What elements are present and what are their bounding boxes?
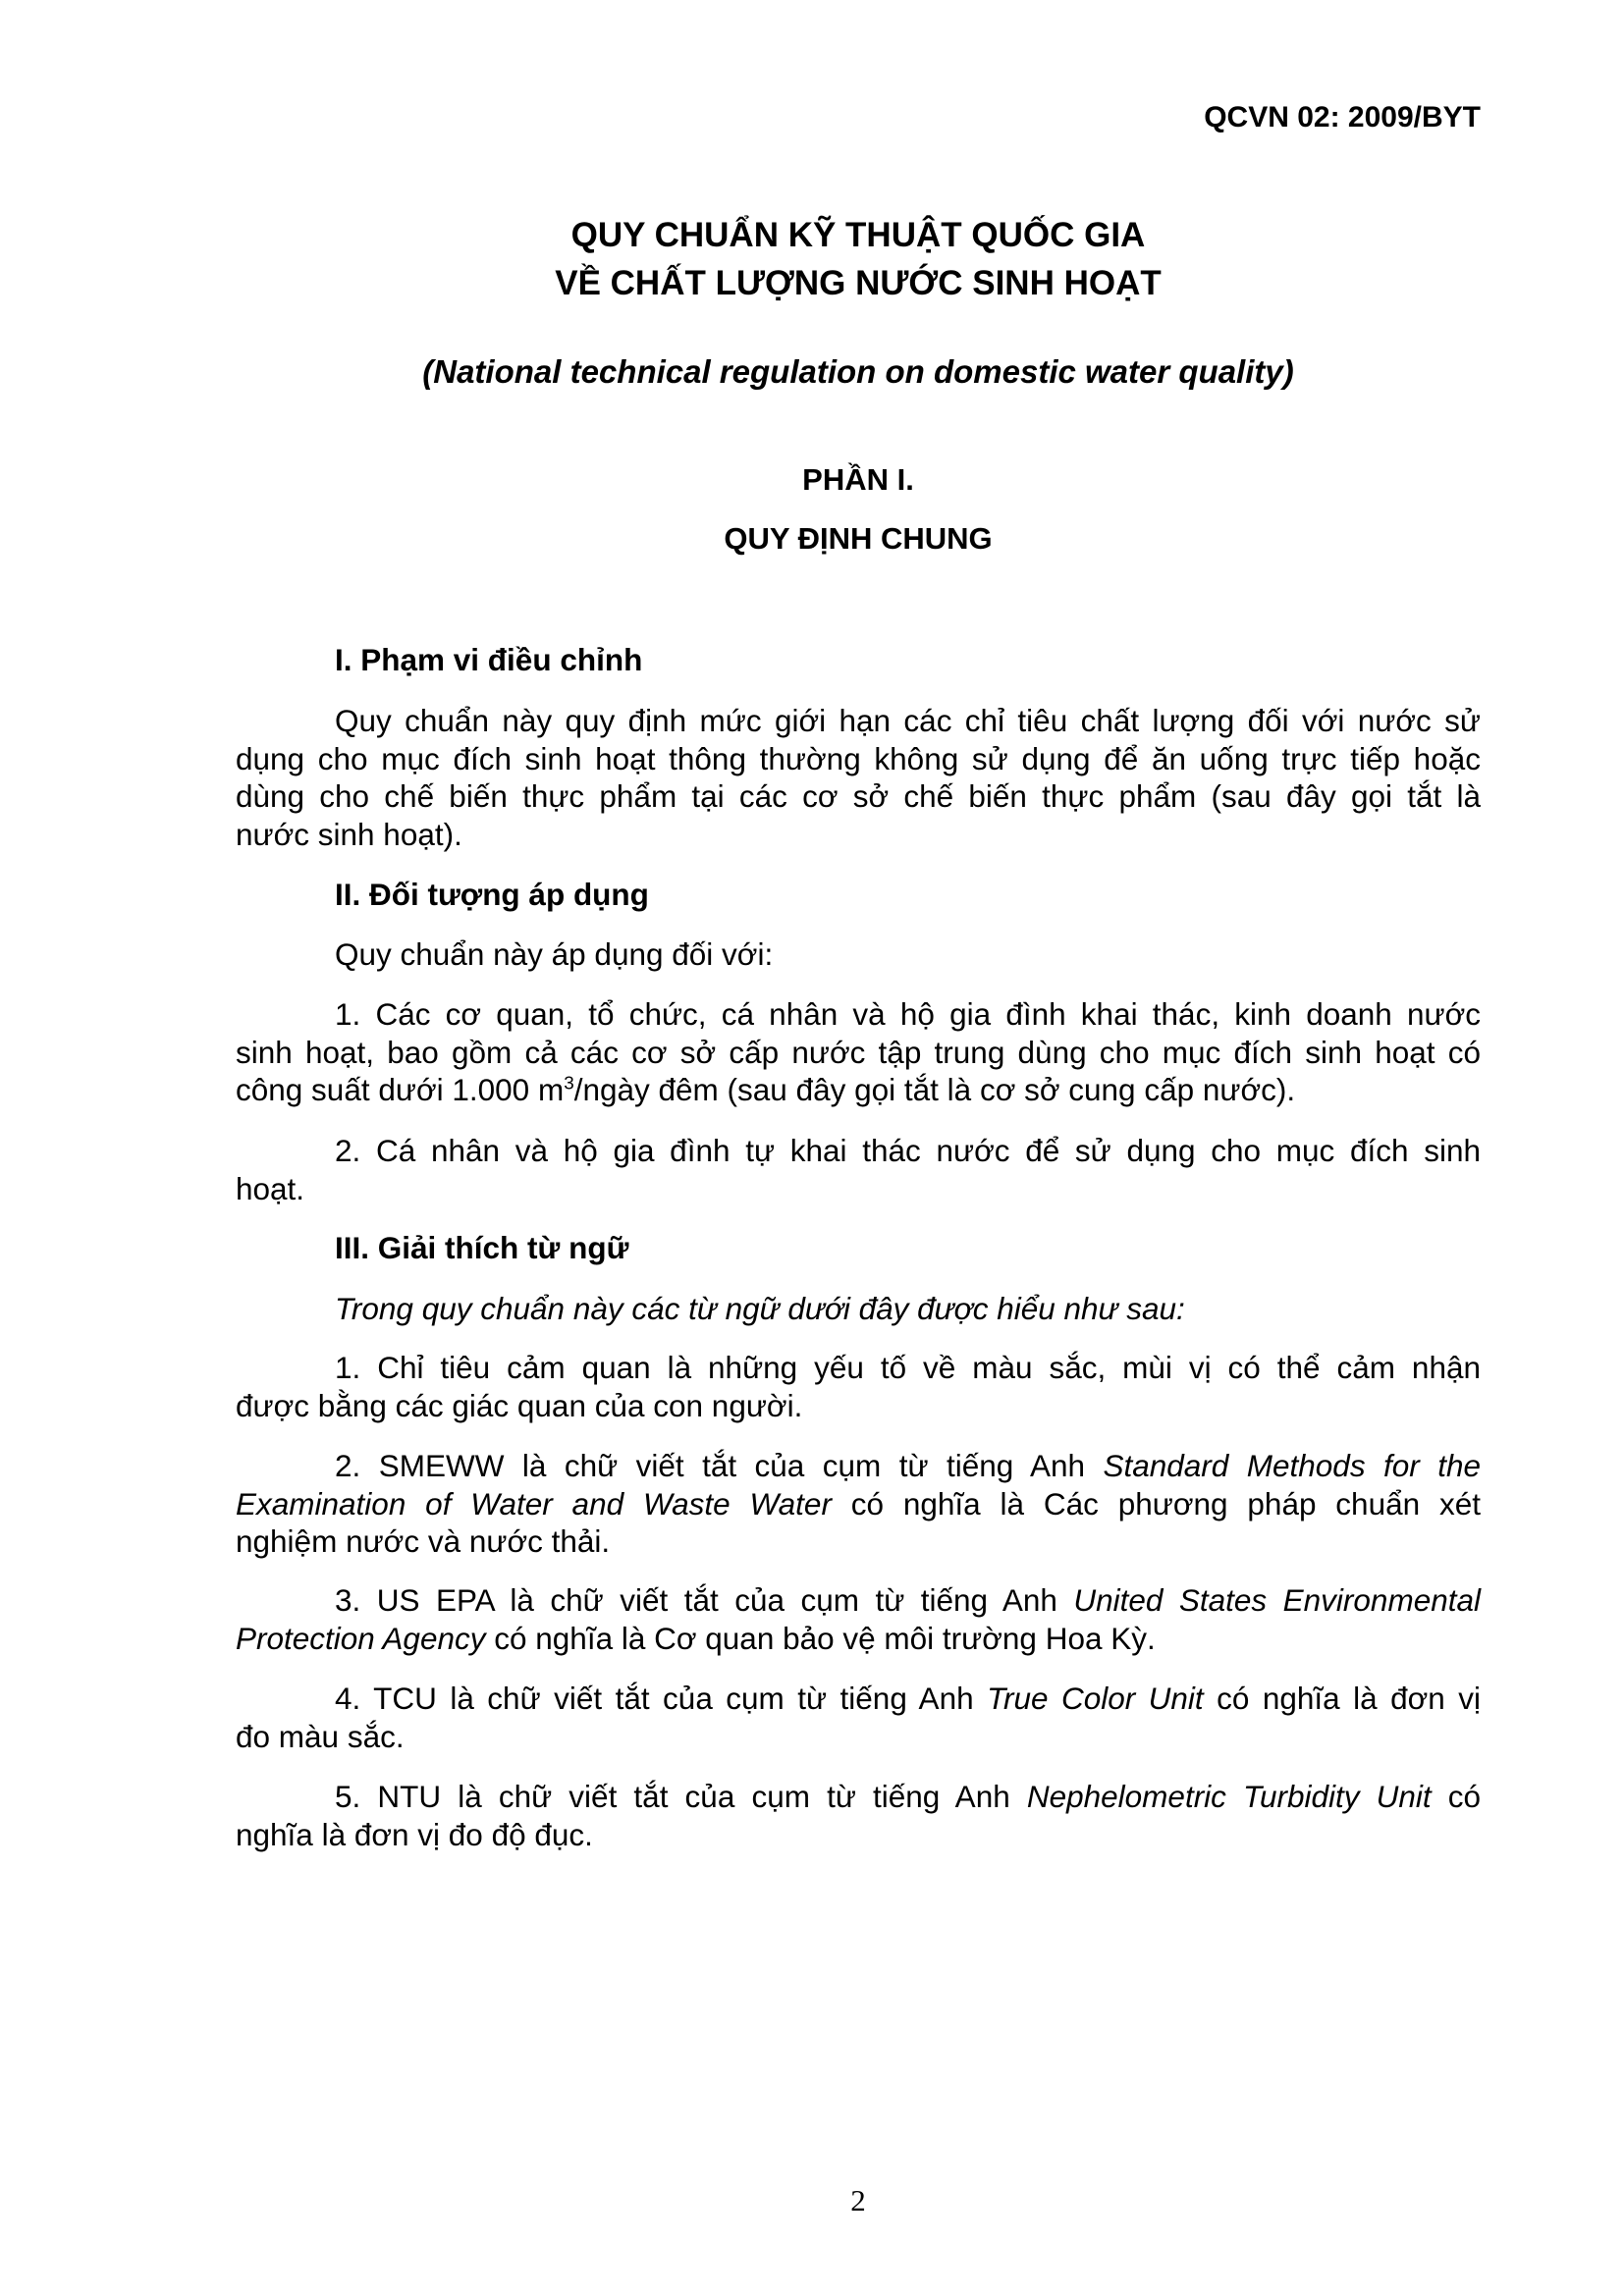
italic-text: Protection Agency (236, 1620, 486, 1656)
text-line (236, 1816, 1481, 1854)
text-line (236, 740, 1481, 778)
text-segment: công suất dưới 1.000 m (236, 1072, 565, 1107)
part-title: QUY ĐỊNH CHUNG (724, 521, 993, 556)
text-line (236, 641, 1481, 679)
text-segment: dụng cho mục đích sinh hoạt thông thường không sử dụng để ăn uống trực tiếp hoặc (236, 740, 1481, 776)
italic-text: Standard Methods for the (1103, 1448, 1481, 1483)
paragraph (236, 1581, 1481, 1657)
section-heading (236, 876, 1481, 914)
text-line (236, 1170, 1481, 1208)
text-line (236, 1447, 1481, 1485)
text-line (236, 816, 1481, 854)
italic-text: Trong quy chuẩn này các từ ngữ dưới đây được hiểu như sau: (335, 1291, 1185, 1326)
paragraph (236, 995, 1481, 1109)
italic-text: Examination of Water and Waste Water (236, 1485, 832, 1522)
text-segment: 2. Cá nhân và hộ gia đình tự khai thác nước để sử dụng cho mục đích sinh (335, 1133, 1481, 1168)
paragraph (236, 1290, 1481, 1328)
paragraph (236, 1778, 1481, 1853)
text-line (236, 702, 1481, 740)
text-segment: 4. TCU là chữ viết tắt của cụm từ tiếng Anh (335, 1681, 988, 1716)
text-segment: 3. US EPA là chữ viết tắt của cụm từ tiếng Anh (335, 1582, 1074, 1618)
text-line (236, 935, 1481, 974)
text-segment: I. Phạm vi điều chỉnh (335, 642, 643, 677)
text-segment: /ngày đêm (sau đây gọi tắt là cơ sở cung cấp nước). (573, 1072, 1296, 1107)
text-segment: hoạt. (236, 1170, 305, 1206)
section-heading (236, 1229, 1481, 1267)
text-line (236, 1290, 1481, 1328)
text-segment: dùng cho chế biến thực phẩm tại các cơ sở chế biến thực phẩm (sau đây gọi tắt là (236, 778, 1481, 814)
text-line (236, 1485, 1481, 1523)
text-segment: có nghĩa là đơn vị (1203, 1681, 1481, 1716)
page-number: 2 (850, 2183, 866, 2217)
paragraph (236, 935, 1481, 974)
text-line (236, 1034, 1481, 1072)
italic-text: Nephelometric Turbidity Unit (1026, 1779, 1432, 1814)
text-line (236, 995, 1481, 1034)
document-code: QCVN 02: 2009/BYT (1204, 101, 1481, 133)
text-line (236, 777, 1481, 816)
text-segment: có nghĩa là Các phương pháp chuẩn xét (831, 1485, 1481, 1522)
text-segment: 5. NTU là chữ viết tắt của cụm từ tiếng Anh (335, 1779, 1027, 1814)
part-label: PHẦN I. (802, 462, 914, 497)
text-segment: có (1431, 1779, 1481, 1814)
text-line (236, 1522, 1481, 1561)
text-segment: II. Đối tượng áp dụng (335, 877, 649, 912)
text-segment: được bằng các giác quan của con người. (236, 1387, 803, 1423)
text-segment: nghiệm nước và nước thải. (236, 1523, 611, 1559)
text-segment: nghĩa là đơn vị đo độ đục. (236, 1816, 593, 1852)
title-line-1: QUY CHUẨN KỸ THUẬT QUỐC GIA (570, 216, 1146, 254)
paragraph (236, 1349, 1481, 1424)
text-segment: 1. Chỉ tiêu cảm quan là những yếu tố về màu sắc, mùi vị có thể cảm nhận (335, 1350, 1481, 1385)
italic-text: True Color Unit (987, 1681, 1204, 1716)
text-line (236, 1680, 1481, 1718)
text-line (236, 1581, 1481, 1620)
paragraph (236, 1132, 1481, 1207)
text-segment: có nghĩa là Cơ quan bảo vệ môi trường Hoa Kỳ. (485, 1620, 1156, 1656)
text-line (236, 876, 1481, 914)
text-line (236, 1718, 1481, 1756)
paragraph (236, 1680, 1481, 1755)
paragraph (236, 702, 1481, 853)
text-segment: 2. SMEWW là chữ viết tắt của cụm từ tiếng Anh (335, 1448, 1104, 1483)
english-subtitle: (National technical regulation on domestic water quality) (422, 353, 1294, 390)
paragraph (236, 1447, 1481, 1561)
title-line-2: VỀ CHẤT LƯỢNG NƯỚC SINH HOẠT (555, 264, 1162, 302)
text-line (236, 1071, 1481, 1109)
text-segment: đo màu sắc. (236, 1718, 405, 1754)
text-line (236, 1349, 1481, 1387)
text-segment: 3 (564, 1073, 574, 1095)
text-line (236, 1387, 1481, 1425)
section-heading (236, 641, 1481, 679)
text-line (236, 1778, 1481, 1816)
text-line (236, 1620, 1481, 1658)
text-segment: Quy chuẩn này quy định mức giới hạn các chỉ tiêu chất lượng đối với nước sử (335, 703, 1481, 738)
text-segment: Quy chuẩn này áp dụng đối với: (335, 936, 774, 972)
text-line (236, 1229, 1481, 1267)
text-segment: nước sinh hoạt). (236, 816, 462, 852)
text-segment: III. Giải thích từ ngữ (335, 1230, 629, 1265)
italic-text: United States Environmental (1073, 1582, 1481, 1618)
text-segment: 1. Các cơ quan, tổ chức, cá nhân và hộ gia đình khai thác, kinh doanh nước (335, 996, 1481, 1032)
text-segment: sinh hoạt, bao gồm cả các cơ sở cấp nước tập trung dùng cho mục đích sinh hoạt có (236, 1034, 1481, 1070)
text-line (236, 1132, 1481, 1170)
